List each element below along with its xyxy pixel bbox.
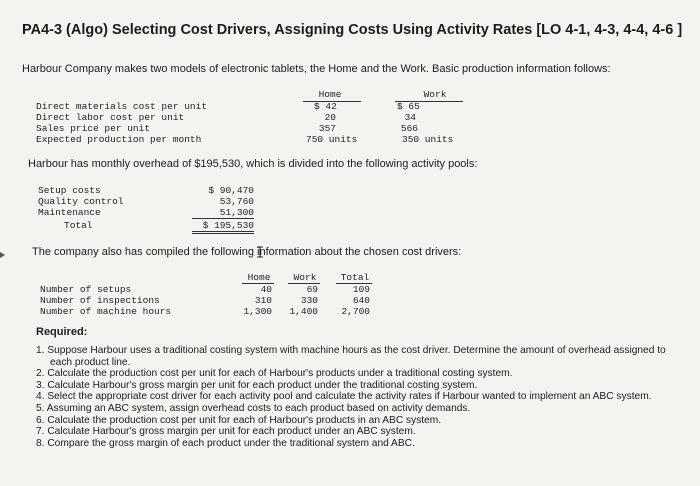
- prod-row-label: Sales price per unit: [36, 123, 151, 134]
- required-list: [36, 345, 666, 449]
- pool-value: 51,300: [192, 207, 254, 219]
- driver-row-label: Number of setups: [40, 284, 132, 295]
- pool-total-value: $ 195,530: [192, 220, 254, 234]
- required-item: 7. Calculate Harbour's gross margin per unit for each product under an ABC system.: [36, 426, 416, 438]
- driver-total-value: 2,700: [341, 306, 370, 317]
- pool-label: Quality control: [38, 196, 124, 207]
- driver-home-value: 1,300: [243, 306, 272, 317]
- prod-work-value: 566: [400, 123, 418, 134]
- problem-title: PA4-3 (Algo) Selecting Cost Drivers, Assigning Costs Using Activity Rates [LO 4-1, 4-3, 4-4, 4-6 ]: [22, 22, 683, 38]
- required-item: 1. Suppose Harbour uses a traditional costing system with machine hours as the cost driver. Determine the amount of overhead assigned to each product line.: [36, 345, 666, 368]
- required-item: 5. Assuming an ABC system, assign overhead costs to each product based on activity demands.: [36, 402, 471, 414]
- driver-home-value: 310: [254, 295, 272, 306]
- col-header-work: Work: [293, 272, 317, 283]
- driver-work-value: 69: [306, 284, 318, 295]
- driver-total-value: 640: [352, 295, 370, 306]
- driver-home-value: 40: [260, 284, 272, 295]
- required-item: 2. Calculate the production cost per unit for each of Harbour's products under a traditional costing system.: [36, 368, 513, 380]
- driver-row-label: Number of machine hours: [40, 306, 172, 317]
- drivers-text: The company also has compiled the following information about the chosen cost drivers:: [32, 246, 462, 258]
- col-header-total: Total: [340, 272, 370, 283]
- overhead-text: Harbour has monthly overhead of $195,530, which is divided into the following activity pools:: [28, 158, 478, 170]
- col-header-home: Home: [318, 89, 342, 100]
- prod-row-label: Direct labor cost per unit: [36, 112, 185, 123]
- margin-arrow-icon: [0, 252, 6, 258]
- prod-work-value: 350 units: [402, 134, 454, 145]
- col-header-work: Work: [423, 89, 447, 100]
- pool-total-label: Total: [64, 220, 93, 231]
- driver-row-label: Number of inspections: [40, 295, 160, 306]
- driver-total-value: 109: [352, 284, 370, 295]
- pool-label: Maintenance: [38, 207, 101, 218]
- text-cursor-icon: [256, 246, 264, 258]
- prod-work-value: $ 65: [397, 101, 420, 112]
- required-item: 3. Calculate Harbour's gross margin per unit for each product under the traditional costing system.: [36, 379, 478, 391]
- driver-work-value: 330: [300, 295, 318, 306]
- pool-label: Setup costs: [38, 185, 101, 196]
- pool-value: $ 90,470: [208, 185, 254, 196]
- required-item: 4. Select the appropriate cost driver for each activity pool and calculate the activity rates if Harbour wanted to implement an ABC system.: [36, 391, 652, 403]
- prod-home-value: $ 42: [314, 101, 337, 112]
- prod-home-value: 750 units: [306, 134, 358, 145]
- prod-home-value: 357: [318, 123, 336, 134]
- pool-value: 53,760: [219, 196, 254, 207]
- prod-work-value: 34: [404, 112, 416, 123]
- col-header-home: Home: [247, 272, 271, 283]
- prod-row-label: Direct materials cost per unit: [36, 101, 208, 112]
- prod-row-label: Expected production per month: [36, 134, 202, 145]
- required-item: 8. Compare the gross margin of each product under the traditional system and ABC.: [36, 437, 415, 449]
- prod-home-value: 20: [324, 112, 336, 123]
- driver-work-value: 1,400: [289, 306, 318, 317]
- intro-text: Harbour Company makes two models of electronic tablets, the Home and the Work. Basic production information follows:: [22, 63, 611, 75]
- required-heading: Required:: [36, 326, 88, 338]
- required-item: 6. Calculate the production cost per unit for each of Harbour's products in an ABC system.: [36, 414, 442, 426]
